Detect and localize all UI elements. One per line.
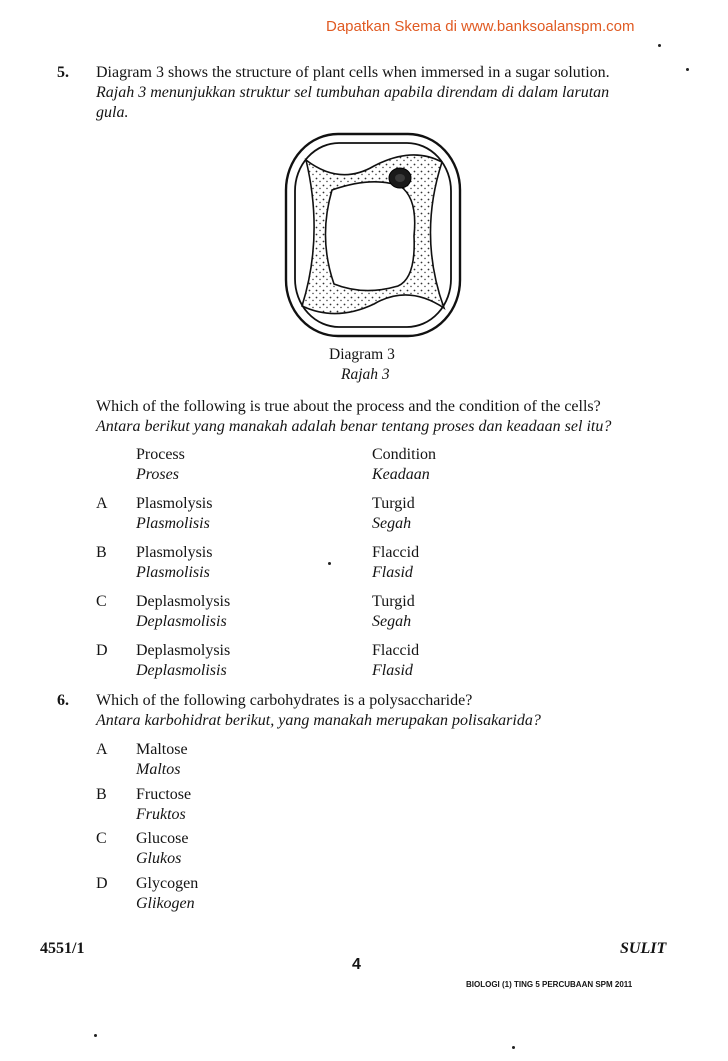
- scan-speck: [328, 562, 331, 565]
- question-6-question-en: Which of the following carbohydrates is a polysaccharide?: [96, 692, 473, 709]
- question-5-number: 5.: [57, 64, 69, 81]
- question-5-stem-my: Rajah 3 menunjukkan struktur sel tumbuhan apabila direndam di dalam larutan: [96, 84, 610, 101]
- q5-option-b-process-my: Plasmolisis: [136, 564, 210, 581]
- exam-label: BIOLOGI (1) TING 5 PERCUBAAN SPM 2011: [466, 980, 633, 989]
- paper-code: 4551/1: [40, 940, 85, 957]
- scan-speck: [512, 1046, 515, 1049]
- q5-option-a-letter[interactable]: A: [96, 495, 108, 512]
- diagram-3-plant-cell: [280, 128, 466, 342]
- vacuole: [325, 182, 414, 291]
- q5-option-c-process-my: Deplasmolisis: [136, 613, 227, 630]
- q5-option-c-letter[interactable]: C: [96, 593, 107, 610]
- q6-option-c-my: Glukos: [136, 850, 182, 867]
- q5-option-d-process-my: Deplasmolisis: [136, 662, 227, 679]
- question-5-question-my: Antara berikut yang manakah adalah benar tentang proses dan keadaan sel itu?: [96, 418, 612, 435]
- diagram-caption-my: Rajah 3: [341, 366, 390, 383]
- page-number: 4: [352, 956, 361, 973]
- q6-option-b-en: Fructose: [136, 786, 192, 803]
- q6-option-d-letter[interactable]: D: [96, 875, 108, 892]
- q5-option-d-condition: Flaccid: [372, 642, 420, 659]
- q6-option-a-my: Maltos: [136, 761, 181, 778]
- q5-option-b-condition: Flaccid: [372, 544, 420, 561]
- q6-option-c-en: Glucose: [136, 830, 189, 847]
- header-condition-my: Keadaan: [372, 466, 430, 483]
- question-6-number: 6.: [57, 692, 69, 709]
- q5-option-d-letter[interactable]: D: [96, 642, 108, 659]
- q5-option-b-letter[interactable]: B: [96, 544, 107, 561]
- classification-label: SULIT: [620, 940, 667, 957]
- scan-speck: [94, 1034, 97, 1037]
- scan-speck: [686, 68, 689, 71]
- q5-option-a-condition-my: Segah: [372, 515, 412, 532]
- question-6-question-my: Antara karbohidrat berikut, yang manakah merupakan polisakarida?: [96, 712, 541, 729]
- q6-option-b-my: Fruktos: [136, 806, 186, 823]
- question-5-question-en: Which of the following is true about the process and the condition of the cells?: [96, 398, 601, 415]
- q5-option-b-condition-my: Flasid: [372, 564, 413, 581]
- question-5-stem-my-cont: gula.: [96, 104, 129, 121]
- q5-option-c-condition: Turgid: [372, 593, 415, 610]
- q5-option-d-condition-my: Flasid: [372, 662, 413, 679]
- watermark-link[interactable]: Dapatkan Skema di www.banksoalanspm.com: [326, 18, 635, 35]
- header-process: Process: [136, 446, 185, 463]
- q5-option-a-process-my: Plasmolisis: [136, 515, 210, 532]
- q5-option-a-condition: Turgid: [372, 495, 415, 512]
- q5-option-b-process: Plasmolysis: [136, 544, 213, 561]
- header-condition: Condition: [372, 446, 437, 463]
- diagram-caption-en: Diagram 3: [329, 346, 395, 363]
- header-process-my: Proses: [136, 466, 179, 483]
- q6-option-a-letter[interactable]: A: [96, 741, 108, 758]
- q5-option-a-process: Plasmolysis: [136, 495, 213, 512]
- scan-speck: [658, 44, 661, 47]
- q5-option-c-process: Deplasmolysis: [136, 593, 231, 610]
- q6-option-c-letter[interactable]: C: [96, 830, 107, 847]
- q5-option-c-condition-my: Segah: [372, 613, 412, 630]
- q6-option-b-letter[interactable]: B: [96, 786, 107, 803]
- q6-option-d-en: Glycogen: [136, 875, 199, 892]
- q5-option-d-process: Deplasmolysis: [136, 642, 231, 659]
- q6-option-a-en: Maltose: [136, 741, 188, 758]
- q6-option-d-my: Glikogen: [136, 895, 195, 912]
- question-5-stem-en: Diagram 3 shows the structure of plant cells when immersed in a sugar solution.: [96, 64, 610, 81]
